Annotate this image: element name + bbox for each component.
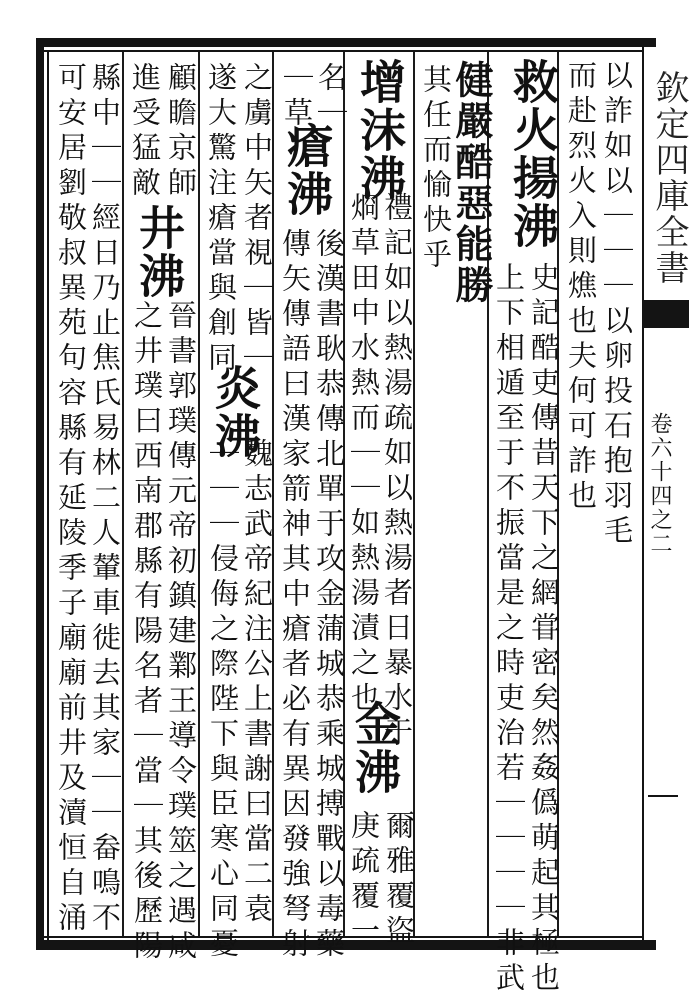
- column-text: 爾雅覆盜: [382, 810, 416, 950]
- column-text: 庚疏覆一: [347, 810, 381, 950]
- column-text: 其任而愉快乎: [419, 64, 453, 274]
- text-column-11c: [238, 438, 276, 928]
- column-text: 可安居劉敬叔異苑句容縣有延陵季子廟廟前井及瀆恒自涌: [54, 62, 88, 937]
- column-text: 烱草田中水熱而｜｜如熱湯漬之也: [347, 192, 381, 717]
- text-column-9b: [282, 122, 332, 218]
- text-column-2: [562, 60, 600, 515]
- text-column-11: [238, 62, 276, 377]
- entry-heading: 炎沸: [208, 364, 262, 460]
- frame-left-border: [36, 38, 44, 950]
- column-text: ｜草: [280, 62, 314, 132]
- text-column-16: [52, 62, 90, 937]
- text-column-8d: [345, 810, 383, 950]
- column-text: 縣中｜｜經日乃止焦氏易林二人輦車徙去其家｜｜畚鳴不: [88, 62, 122, 937]
- text-column-1: [598, 60, 636, 550]
- entry-heading: 井沸: [132, 204, 186, 300]
- column-text: 之虜中矢者視｜皆｜: [240, 62, 274, 377]
- book-title: 欽定四庫全書: [649, 70, 689, 286]
- column-text: 晉書郭璞傳元帝初鎮建鄴王導令璞筮之遇咸: [164, 300, 198, 965]
- volume-label: 卷六十四之二: [647, 412, 672, 556]
- column-text: 傳矢傳語曰漢家箭神其中瘡者必有異因發強弩射: [278, 228, 312, 963]
- margin-rule-upper: [642, 44, 644, 300]
- column-text: ｜｜｜侵侮之際陛下與臣寒心同憂: [206, 438, 240, 963]
- text-column-5: [449, 60, 493, 306]
- text-column-14b: [128, 300, 166, 965]
- text-column-7b: [378, 192, 416, 752]
- column-text: 之井璞曰西南郡縣有陽名者｜當｜其後歷陽: [130, 300, 164, 965]
- column-text: 魏志武帝紀注公上書謝曰當二袁: [240, 438, 274, 928]
- column-text: 上下相遁至于不振當是之時吏治若｜｜｜｜非武: [492, 262, 526, 997]
- entry-heading: 增沫沸: [353, 58, 407, 202]
- column-text: 健嚴酷惡能勝: [449, 60, 494, 306]
- text-column-8b: [350, 700, 400, 796]
- margin-rule-lower: [642, 328, 644, 940]
- text-column-10b: [278, 62, 316, 132]
- text-column-13b: [134, 204, 184, 300]
- frame-top-border: [36, 38, 656, 47]
- text-column-7: [355, 58, 405, 202]
- column-text: 名｜: [314, 62, 348, 132]
- text-column-8c: [380, 810, 418, 950]
- entry-heading: 瘡沸: [280, 122, 334, 218]
- text-column-8: [345, 192, 383, 717]
- text-column-6: [417, 64, 455, 274]
- column-text: 後漢書耿恭傳北單于攻金蒲城恭乘城搏戰以毒藥: [312, 228, 346, 963]
- entry-heading: 金沸: [348, 700, 402, 796]
- text-column-13c: [162, 300, 200, 965]
- column-text: 而赴烈火入則燋也夫何可詐也: [564, 60, 598, 515]
- text-column-15: [86, 62, 124, 937]
- column-text: 遂大驚注瘡當與創同: [204, 62, 238, 377]
- fish-tail-mark: [642, 300, 689, 328]
- column-text: 史記酷吏傳昔天下之網甞密矣然姦僞萌起其極也: [527, 262, 561, 997]
- text-column-14: [126, 62, 164, 202]
- text-column-4: [490, 262, 528, 997]
- text-column-9c: [310, 228, 348, 963]
- margin-tick: [648, 795, 678, 797]
- text-column-3b: [525, 262, 563, 997]
- column-text: 顧瞻京師: [164, 62, 198, 202]
- frame-left-inner-border: [47, 50, 49, 942]
- text-column-3: [508, 58, 558, 250]
- text-column-10: [276, 228, 314, 963]
- text-column-12b: [204, 438, 242, 963]
- column-text: 禮記如以熱湯疏如以熱湯者日暴水于: [380, 192, 414, 752]
- text-column-12: [202, 62, 240, 377]
- column-text: 以詐如以｜｜｜以卵投石抱羽毛: [600, 60, 634, 550]
- column-text: 進受猛敵: [128, 62, 162, 202]
- text-column-13: [162, 62, 200, 202]
- entry-heading: 救火揚沸: [506, 58, 560, 250]
